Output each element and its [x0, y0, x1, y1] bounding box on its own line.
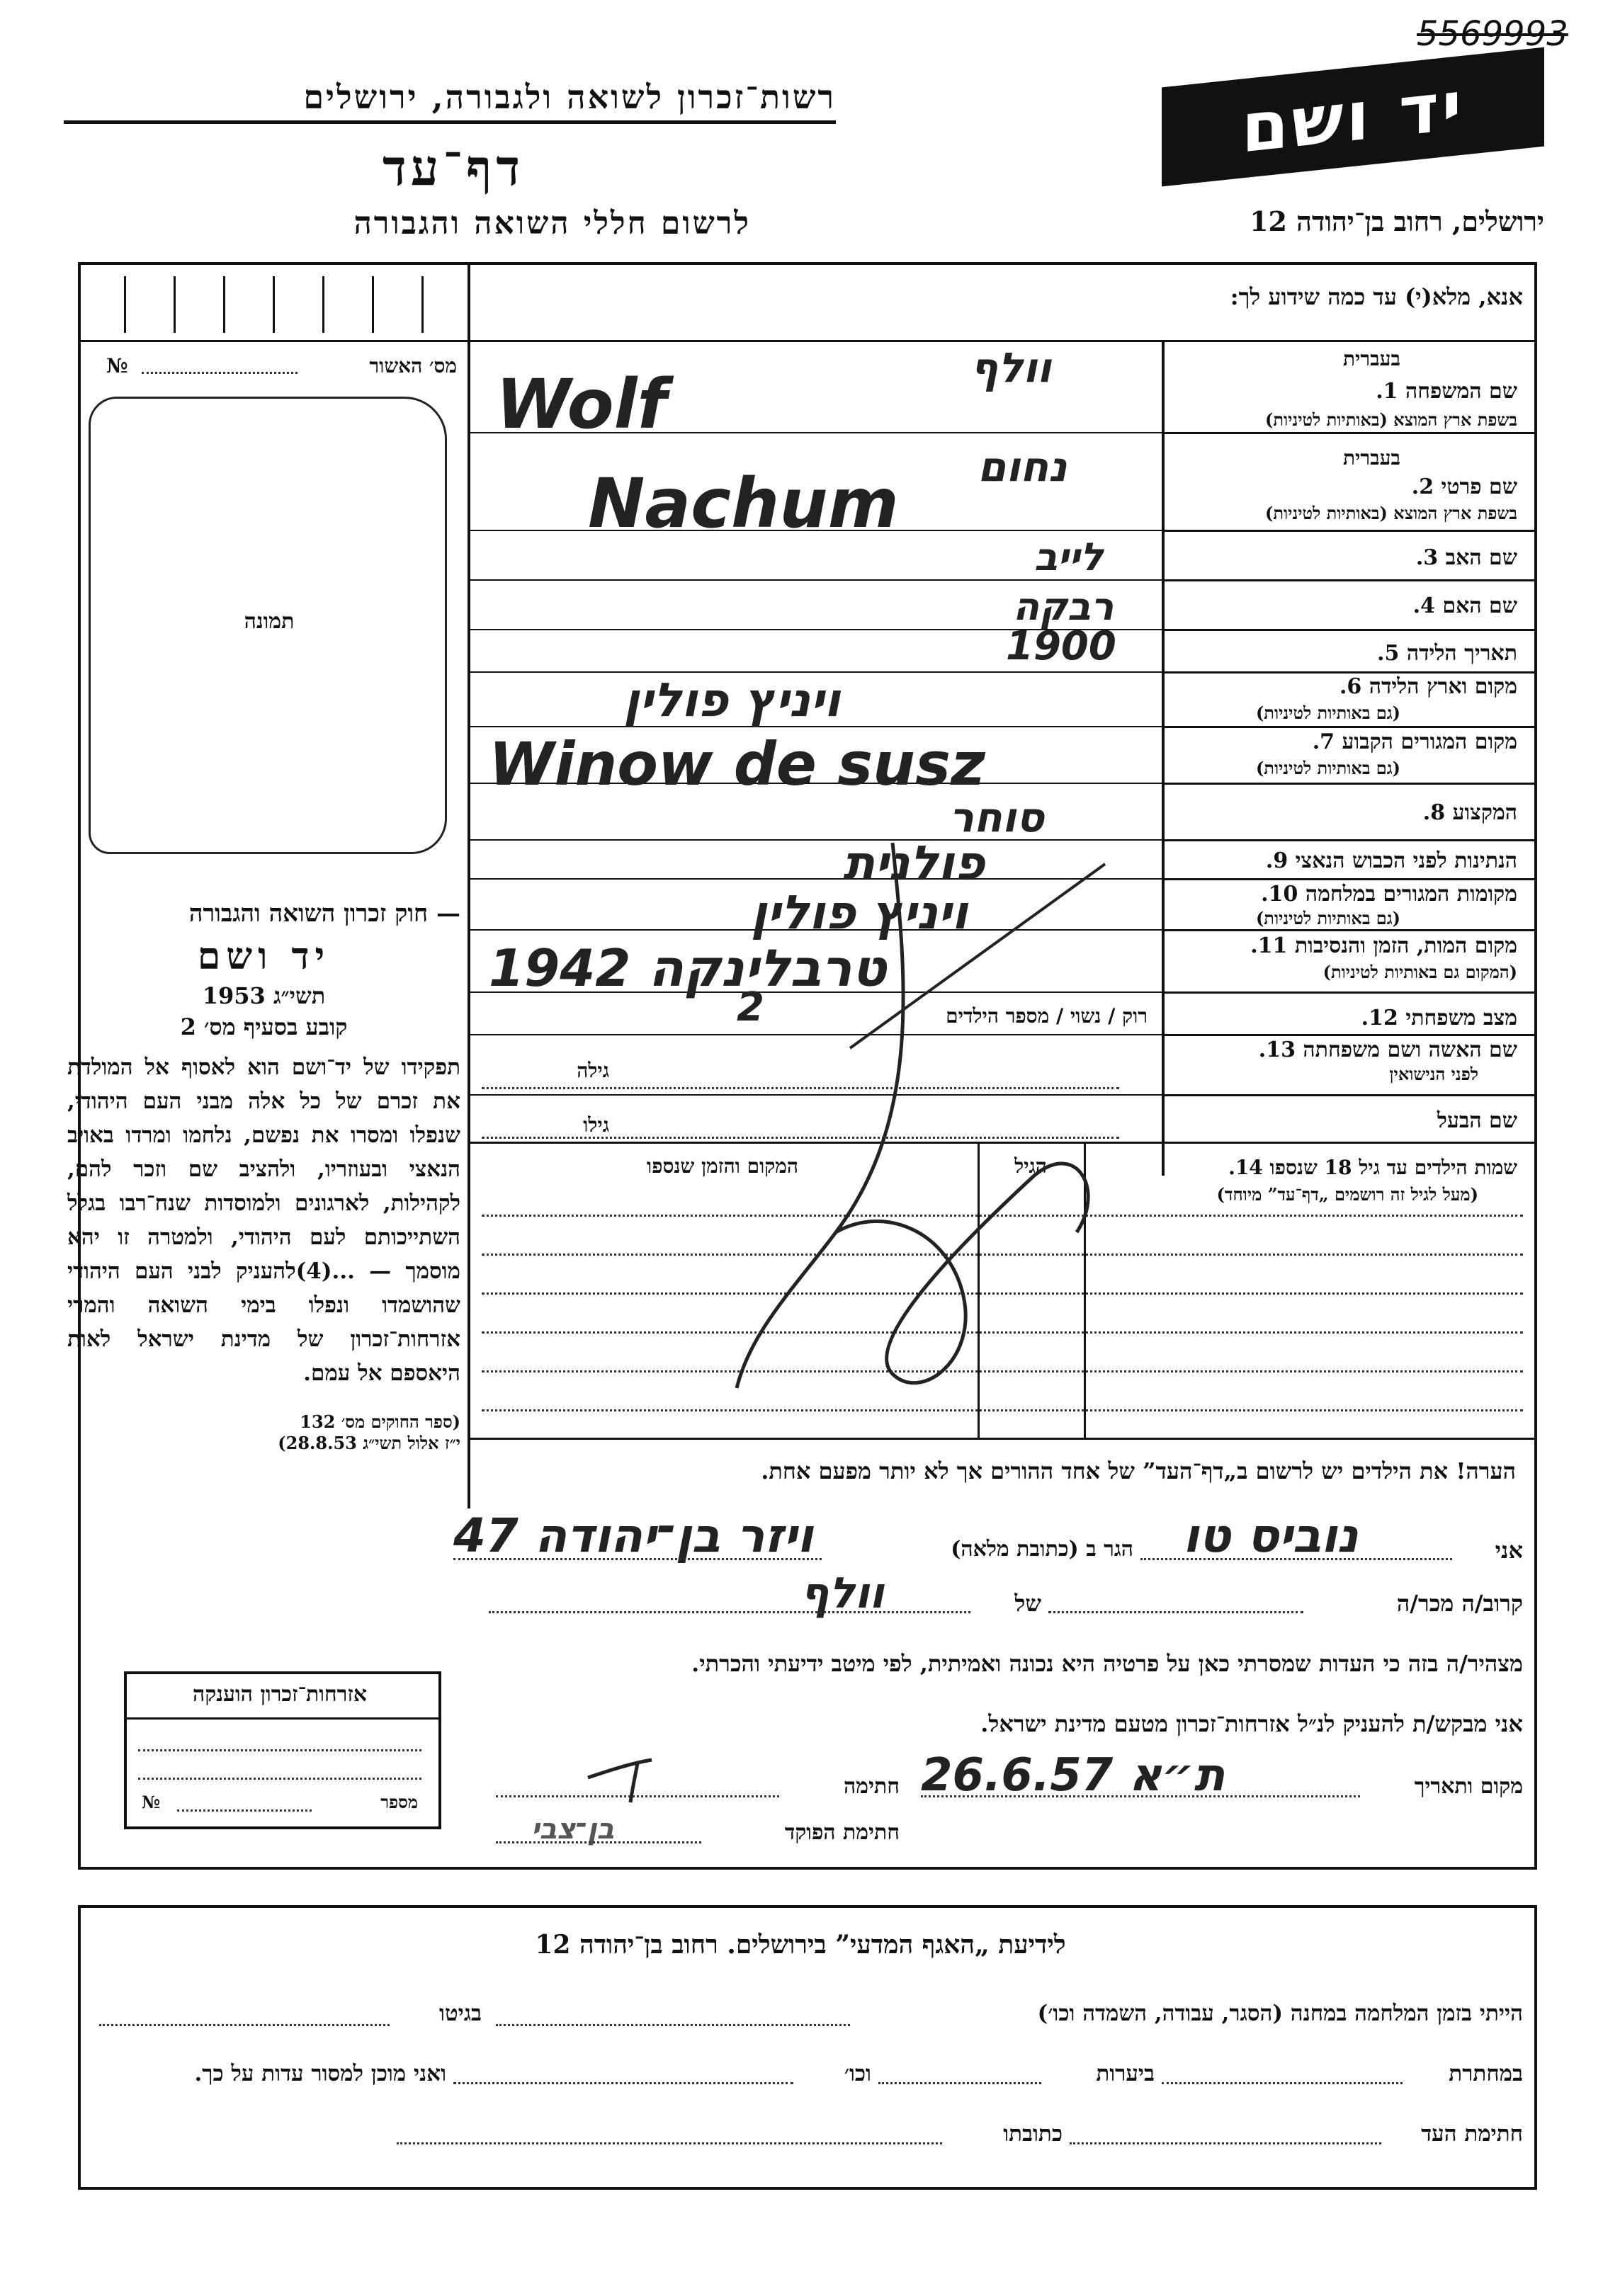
- mother-name: רבקה: [1013, 584, 1114, 629]
- death-place: טרבלינקה 1942: [489, 938, 887, 998]
- first-name-latin: Nachum: [588, 464, 899, 543]
- declarant-lives-label: הגר ב (כתובת מלאה): [951, 1537, 1133, 1562]
- page-subtitle: לרשום חללי השואה והגבורה: [353, 205, 751, 241]
- field-1-label: שם המשפחה 1.: [1376, 379, 1517, 404]
- yad-vashem-logo: יד ושם: [1162, 47, 1544, 187]
- field-14-sub: (מעל לגיל זה רושמים „דף־עד” מיוחד): [1216, 1184, 1478, 1205]
- law-text-block: [67, 899, 460, 1454]
- official-signature: בן־צבי: [531, 1813, 615, 1846]
- field-3-label: שם האב 3.: [1415, 545, 1517, 570]
- law-name: יד ושם: [197, 935, 331, 978]
- photo-label: תמונה: [244, 609, 295, 634]
- signature-label: חתימה: [844, 1774, 900, 1799]
- relation-label: קרוב/ה מכר/ה: [1396, 1590, 1523, 1617]
- footer-line1-a: הייתי בזמן המלחמה במחנה (הסגר, עבודה, השמדה וכו׳): [1037, 2001, 1523, 2026]
- children-count: 2: [737, 984, 764, 1030]
- field-11-sub: (המקום גם באותיות לטיניות): [1322, 962, 1517, 982]
- field-2-lang: בעברית: [1342, 446, 1400, 470]
- field-10-sub: (גם באותיות לטיניות): [1255, 908, 1400, 928]
- law-body: תפקידו של יד־ושם הוא לאסוף אל המולדת את זכרם של כל אלה מבני העם היהודי, שנפלו ומסרו את נפשם, נלחמו ומרדו באויב הנאצי ובעוזריו, ולהציב שם וזכר להם, לקהילות, לארגונים ולמוסדות שנח־רבו בגלל השתייכותם לעם היהודי, ולמטרה זו יהא מוסמך — ...(4)להעניק לבני העם היהודי שהושמדו ונפלו בימי השואה והמרי אזרחות־זכרון של מדינת ישראל לאות היאספם אל עמם.: [67, 1055, 460, 1386]
- declarant-name: נוביס טו: [1183, 1508, 1359, 1563]
- residence: Winow de susz: [489, 729, 985, 799]
- wartime-residence: ויניץ פולין: [751, 885, 968, 940]
- field-12-options: רוק / נשוי / מספר הילדים: [946, 1004, 1148, 1028]
- field-14-label: שמות הילדים עד גיל 18 שנספו 14.: [1228, 1156, 1517, 1179]
- declarant-address: ויזר בן־יהודה 47: [453, 1508, 813, 1563]
- footer-line3-b: כתובתו: [1003, 2121, 1063, 2147]
- law-title: — חוק זכרון השואה והגבורה: [188, 899, 460, 928]
- field-13-label: שם האשה ושם משפחתה 13.: [1258, 1038, 1517, 1062]
- official-signature-label: חתימת הפוקד: [784, 1820, 900, 1845]
- husband-label: שם הבעל: [1437, 1108, 1517, 1133]
- field-7-label: מקום המגורים הקבוע 7.: [1312, 729, 1517, 754]
- footer-line2-d: ואני מוכן למסור עדות על כך.: [194, 2061, 446, 2086]
- citizenship-no-sign: №: [142, 1792, 161, 1812]
- first-name-he: נחום: [978, 443, 1067, 491]
- children-note: הערה! את הילדים יש לרשום ב„דף־העד” של אחד ההורים אך לא יותר מפעם אחת.: [761, 1457, 1516, 1484]
- field-6-label: מקום וארץ הלידה 6.: [1339, 674, 1517, 699]
- law-source-2: י״ז אלול תשי״ג 28.8.53): [278, 1433, 460, 1453]
- footer-title: לידיעת „האגף המדעי” בירושלים. רחוב בן־יהודה 12: [535, 1930, 1066, 1960]
- law-source-1: (ספר החוקים מס׳ 132: [300, 1411, 460, 1432]
- field-1-lang: בעברית: [1342, 347, 1400, 370]
- field-4-label: שם האם 4.: [1412, 593, 1517, 618]
- ledger-number: 5569993: [1417, 14, 1568, 54]
- citizenship-number-label: מספר: [380, 1792, 418, 1812]
- birth-date: 1900: [1006, 623, 1116, 669]
- field-10-label: מקומות המגורים במלחמה 10.: [1261, 882, 1517, 907]
- profession: סוחר: [949, 793, 1045, 841]
- footer-line2-a: במחתרת: [1449, 2061, 1523, 2086]
- field-2-sub: בשפת ארץ המוצא (באותיות לטיניות): [1265, 503, 1517, 523]
- declaration-text: מצהיר/ה בזה כי העדות שמסרתי כאן על פרטיה היא נכונה ואמיתית, לפי מיטב ידיעתי והכרתי.: [691, 1650, 1523, 1677]
- field-11-label: מקום המות, הזמן והנסיבות 11.: [1250, 933, 1517, 958]
- field-13-sub: לפני הנישואין: [1389, 1064, 1478, 1084]
- family-name-latin: Wolf: [496, 365, 667, 444]
- footer-line2-b: ביערות: [1096, 2061, 1155, 2086]
- footer-line1-b: בגיטו: [439, 2001, 482, 2026]
- citizenship-title: אזרחות־זכרון הוענקה: [192, 1682, 368, 1707]
- field-2-label: שם פרטי 2.: [1411, 474, 1517, 499]
- field-5-label: תאריך הלידה 5.: [1377, 641, 1517, 666]
- declarant-i-label: אני: [1495, 1537, 1523, 1564]
- place-date-value: ת״א 26.6.57: [921, 1749, 1225, 1802]
- wife-age-label: גילה: [577, 1059, 609, 1082]
- relation-name: וולף: [800, 1569, 884, 1618]
- approval-label: מס׳ האשור: [369, 354, 457, 377]
- footer-line3-a: חתימת העד: [1421, 2121, 1523, 2147]
- approval-no-sign: №: [106, 354, 128, 377]
- birth-place: ויניץ פולין: [623, 673, 841, 727]
- footer-line2-c: וכו׳: [844, 2061, 871, 2086]
- field-7-sub: (גם באותיות לטיניות): [1255, 758, 1400, 778]
- husband-age-label: גילו: [583, 1113, 609, 1137]
- field-9-label: הנתינות לפני הכבוש הנאצי 9.: [1265, 848, 1517, 873]
- strike-scribble: [708, 836, 1133, 1416]
- field-6-sub: (גם באותיות לטיניות): [1255, 703, 1400, 723]
- children-age-header: הגיל: [1014, 1154, 1047, 1178]
- field-8-label: המקצוע 8.: [1422, 800, 1517, 825]
- children-place-header: המקום והזמן שנספו: [647, 1154, 798, 1178]
- page-title: דף־עד: [382, 138, 524, 197]
- authority-line: רשות־זכרון לשואה ולגבורה, ירושלים: [303, 78, 836, 116]
- law-clause: קובע בסעיף מס׳ 2: [180, 1013, 348, 1040]
- signature-mark: [581, 1749, 666, 1806]
- law-year: תשי״ג 1953: [202, 982, 326, 1009]
- citizenship: פולנית: [843, 836, 985, 890]
- header-address: ירושלים, רחוב בן־יהודה 12: [1250, 205, 1544, 237]
- request-text: אני מבקש/ת להעניק לנ״ל אזרחות־זכרון מטעם מדינת ישראל.: [980, 1710, 1523, 1737]
- form-instruction: אנא, מלא(י) עד כמה שידוע לך:: [1230, 283, 1523, 310]
- field-12-label: מצב משפחתי 12.: [1361, 1006, 1517, 1030]
- place-date-label: מקום ותאריך: [1414, 1774, 1523, 1799]
- family-name-he: וולף: [970, 343, 1052, 392]
- field-1-sub: בשפת ארץ המוצא (באותיות לטיניות): [1265, 409, 1517, 430]
- of-label: של: [1014, 1590, 1041, 1617]
- father-name: לייב: [1034, 535, 1104, 579]
